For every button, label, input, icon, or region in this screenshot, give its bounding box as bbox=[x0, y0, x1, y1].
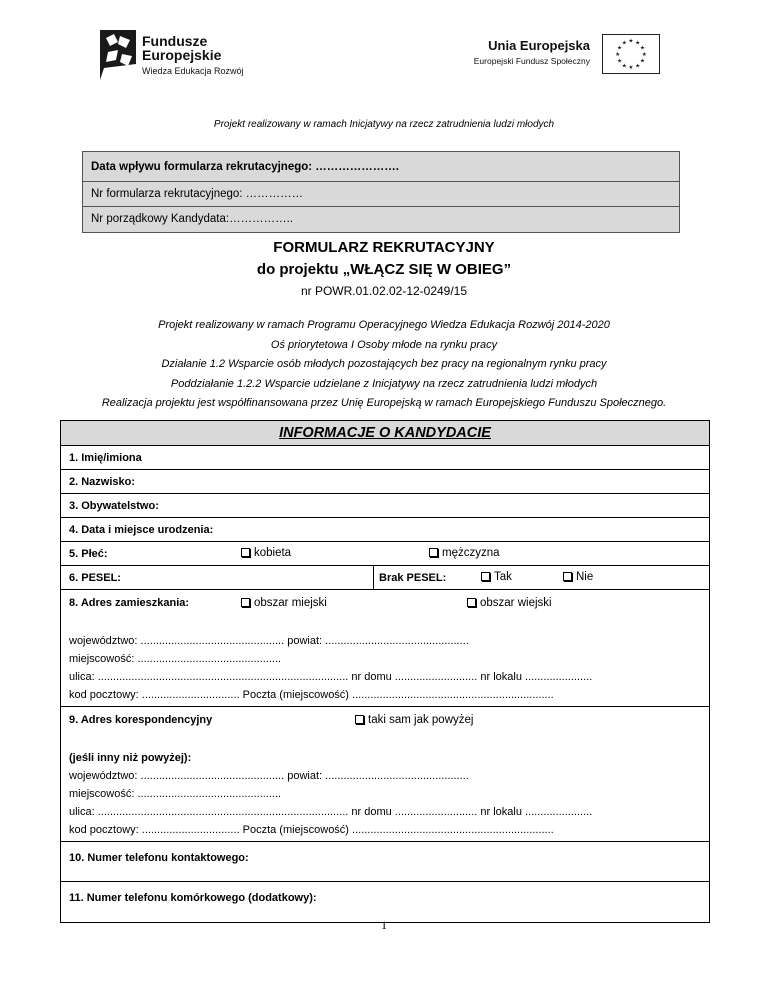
page-number: 1 bbox=[381, 918, 387, 932]
correspondence-voivodeship-line[interactable]: województwo: ............................................... powiat: ............................................... bbox=[69, 770, 469, 782]
no-pesel-yes-checkbox[interactable] bbox=[481, 571, 512, 583]
residence-city-line[interactable]: miejscowość: ............................................... bbox=[69, 653, 282, 665]
gender-male-label: mężczyzna bbox=[442, 547, 500, 559]
ue-logo-sub: Europejski Fundusz Społeczny bbox=[473, 56, 590, 66]
no-pesel-no-checkbox[interactable] bbox=[563, 571, 593, 583]
form-section-heading: INFORMACJE O KANDYDACIE bbox=[61, 421, 709, 446]
correspondence-street-line[interactable]: ulica: .................................................................................. nr domu ........................... nr lokalu ...................... bbox=[69, 806, 593, 818]
first-name-label: 1. Imię/imiona bbox=[69, 452, 142, 464]
svg-text:★: ★ bbox=[621, 40, 627, 47]
urban-area-label: obszar miejski bbox=[254, 597, 327, 609]
mobile-phone-label: 11. Numer telefonu komórkowego (dodatkowy): bbox=[69, 892, 317, 904]
residence-label: 8. Adres zamieszkania: bbox=[69, 597, 190, 609]
citizenship-label: 3. Obywatelstwo: bbox=[69, 500, 159, 512]
checkbox-icon bbox=[241, 598, 250, 607]
title-line-2: do projektu „WŁĄCZ SIĘ W OBIEG” bbox=[256, 261, 512, 278]
spacer bbox=[69, 731, 701, 749]
residence-voivodeship-line[interactable]: województwo: ............................................... powiat: ............................................... bbox=[69, 635, 469, 647]
svg-text:★: ★ bbox=[639, 58, 645, 65]
date-received-row: Data wpływu formularza rekrutacyjnego: …………………. bbox=[83, 152, 679, 182]
project-number: nr POWR.01.02.02-12-0249/15 bbox=[300, 284, 468, 298]
residence-header bbox=[69, 594, 701, 614]
svg-text:★: ★ bbox=[641, 51, 647, 58]
spacer bbox=[69, 614, 701, 632]
last-name-field[interactable] bbox=[61, 470, 709, 494]
svg-text:★: ★ bbox=[628, 38, 634, 45]
form-number-row: Nr formularza rekrutacyjnego: …………… bbox=[83, 182, 679, 207]
no-pesel-label: Brak PESEL: bbox=[379, 572, 447, 584]
correspondence-header bbox=[69, 711, 701, 731]
no-pesel-yes-label: Tak bbox=[494, 571, 512, 583]
gender-male-checkbox[interactable] bbox=[429, 547, 500, 559]
gender-label: 5. Płeć: bbox=[69, 548, 108, 560]
checkbox-icon bbox=[563, 572, 572, 581]
pesel-divider bbox=[373, 566, 374, 590]
svg-text:★: ★ bbox=[621, 63, 627, 70]
svg-text:★: ★ bbox=[635, 40, 641, 47]
fundusze-europejskie-logo bbox=[100, 28, 290, 84]
initiative-note: Projekt realizowany w ramach Inicjatywy na rzecz zatrudnienia ludzi młodych bbox=[213, 119, 555, 130]
svg-text:★: ★ bbox=[617, 45, 623, 52]
checkbox-icon bbox=[481, 572, 490, 581]
birth-date-place-field[interactable] bbox=[61, 518, 709, 542]
no-pesel-no-label: Nie bbox=[576, 571, 594, 583]
correspondence-city-line[interactable]: miejscowość: ............................................... bbox=[69, 788, 282, 800]
checkbox-icon bbox=[355, 715, 364, 724]
form-title bbox=[0, 238, 768, 300]
fe-logo-icon bbox=[100, 30, 136, 80]
eu-flag-icon bbox=[602, 34, 660, 74]
candidate-info-form bbox=[60, 420, 710, 923]
fe-logo-line1: Fundusze bbox=[142, 33, 208, 49]
title-line-1: FORMULARZ REKRUTACYJNY bbox=[273, 239, 495, 256]
gender-female-label: kobieta bbox=[254, 547, 292, 559]
checkbox-icon bbox=[429, 548, 438, 557]
rural-area-checkbox[interactable] bbox=[467, 594, 552, 612]
pesel-label: 6. PESEL: bbox=[69, 572, 121, 584]
contact-phone-field[interactable] bbox=[61, 842, 709, 882]
fe-logo-sub: Wiedza Edukacja Rozwój bbox=[142, 66, 244, 76]
residence-postal-line[interactable]: kod pocztowy: ................................ Poczta (miejscowość) .................................................................. bbox=[69, 689, 554, 701]
registration-meta-box bbox=[82, 151, 680, 233]
gender-row bbox=[61, 542, 709, 566]
first-name-field[interactable] bbox=[61, 446, 709, 470]
correspondence-label: 9. Adres korespondencyjny bbox=[69, 714, 213, 726]
citizenship-field[interactable] bbox=[61, 494, 709, 518]
fe-logo-line2: Europejskie bbox=[142, 47, 222, 63]
pesel-row bbox=[61, 566, 709, 590]
program-line: Działanie 1.2 Wsparcie osób młodych pozostających bez pracy na regionalnym rynku pracy bbox=[161, 358, 607, 370]
correspondence-address-block bbox=[61, 707, 709, 842]
correspondence-postal-line[interactable]: kod pocztowy: ................................ Poczta (miejscowość) .................................................................. bbox=[69, 824, 554, 836]
svg-text:★: ★ bbox=[635, 63, 641, 70]
mobile-phone-field[interactable] bbox=[61, 882, 709, 922]
correspondence-note: (jeśli inny niż powyżej): bbox=[69, 752, 192, 764]
logos-bar bbox=[0, 28, 768, 88]
ue-logo-title: Unia Europejska bbox=[488, 38, 590, 53]
svg-text:★: ★ bbox=[617, 58, 623, 65]
same-as-above-label: taki sam jak powyżej bbox=[368, 714, 474, 726]
candidate-number-row: Nr porządkowy Kandydata:…………….. bbox=[91, 213, 293, 225]
rural-area-label: obszar wiejski bbox=[480, 597, 552, 609]
fe-logo-name bbox=[142, 34, 221, 62]
residence-street-line[interactable]: ulica: .................................................................................. nr domu ........................... nr lokalu ...................... bbox=[69, 671, 593, 683]
program-line: Oś priorytetowa I Osoby młode na rynku pracy bbox=[270, 338, 498, 351]
program-line: Realizacja projektu jest współfinansowana przez Unię Europejską w ramach Europejskiego Funduszu Społecznego. bbox=[101, 397, 667, 409]
last-name-label: 2. Nazwisko: bbox=[69, 476, 136, 488]
svg-text:★: ★ bbox=[615, 51, 621, 58]
svg-text:★: ★ bbox=[639, 45, 645, 52]
program-description bbox=[0, 316, 768, 414]
birth-label: 4. Data i miejsce urodzenia: bbox=[69, 524, 214, 536]
program-line: Projekt realizowany w ramach Programu Operacyjnego Wiedza Edukacja Rozwój 2014-2020 bbox=[158, 319, 610, 331]
svg-text:★: ★ bbox=[628, 65, 634, 72]
checkbox-icon bbox=[241, 548, 250, 557]
urban-area-checkbox[interactable] bbox=[241, 594, 327, 612]
residence-address-block bbox=[61, 590, 709, 707]
program-line: Poddziałanie 1.2.2 Wsparcie udzielane z Inicjatywy na rzecz zatrudnienia ludzi młodych bbox=[170, 377, 598, 390]
same-as-above-checkbox[interactable] bbox=[355, 711, 473, 729]
checkbox-icon bbox=[467, 598, 476, 607]
gender-female-checkbox[interactable] bbox=[241, 547, 291, 559]
unia-europejska-logo bbox=[470, 32, 660, 80]
contact-phone-label: 10. Numer telefonu kontaktowego: bbox=[69, 852, 249, 864]
